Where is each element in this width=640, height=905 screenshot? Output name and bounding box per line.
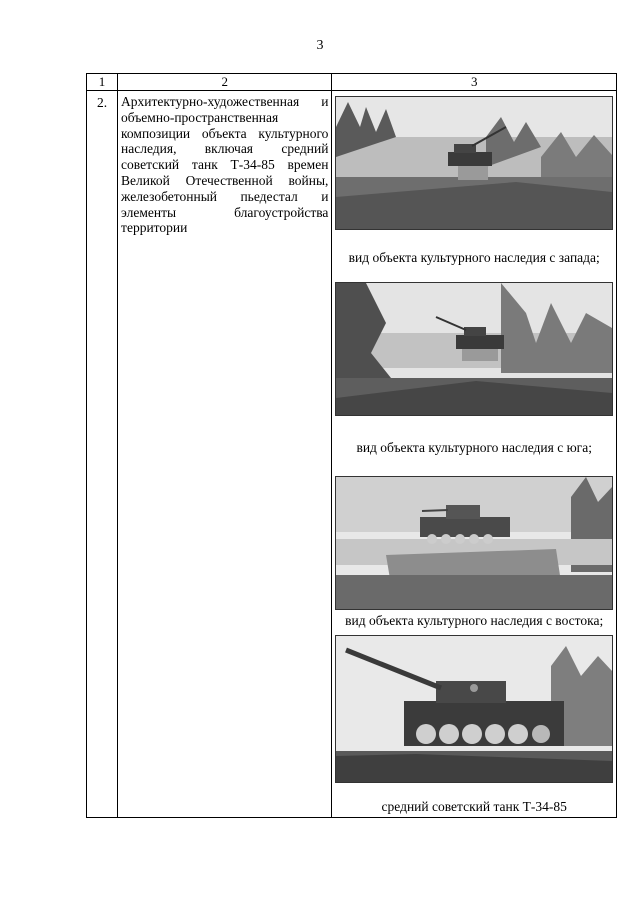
photo-tank xyxy=(335,635,613,783)
row-number: 2. xyxy=(87,91,118,818)
table-row xyxy=(87,91,617,818)
photo-west xyxy=(335,96,613,230)
header-col-2: 2 xyxy=(118,74,332,91)
heritage-table xyxy=(86,73,617,818)
header-col-1: 1 xyxy=(87,74,118,91)
photo-caption: вид объекта культурного наследия с востока; xyxy=(345,613,604,628)
table-header-row xyxy=(87,74,617,91)
row-description-cell xyxy=(118,91,332,818)
page-number: 3 xyxy=(316,38,324,53)
photo-south xyxy=(335,282,613,416)
header-col-3: 3 xyxy=(332,74,617,91)
photo-caption: средний советский танк Т-34-85 xyxy=(381,799,567,814)
row-description: Архитектурно-художественная и объемно-пространственная композиции объекта культурного наследия, включая средний советский танк Т-34-85 времен Великой Отечественной войны, железобетонный пьедестал и элементы благоустройства территории xyxy=(121,94,329,236)
photo-caption: вид объекта культурного наследия с запада; xyxy=(348,250,600,265)
photos-cell xyxy=(332,91,617,818)
photo-east xyxy=(335,476,613,610)
photo-caption: вид объекта культурного наследия с юга; xyxy=(356,440,592,455)
